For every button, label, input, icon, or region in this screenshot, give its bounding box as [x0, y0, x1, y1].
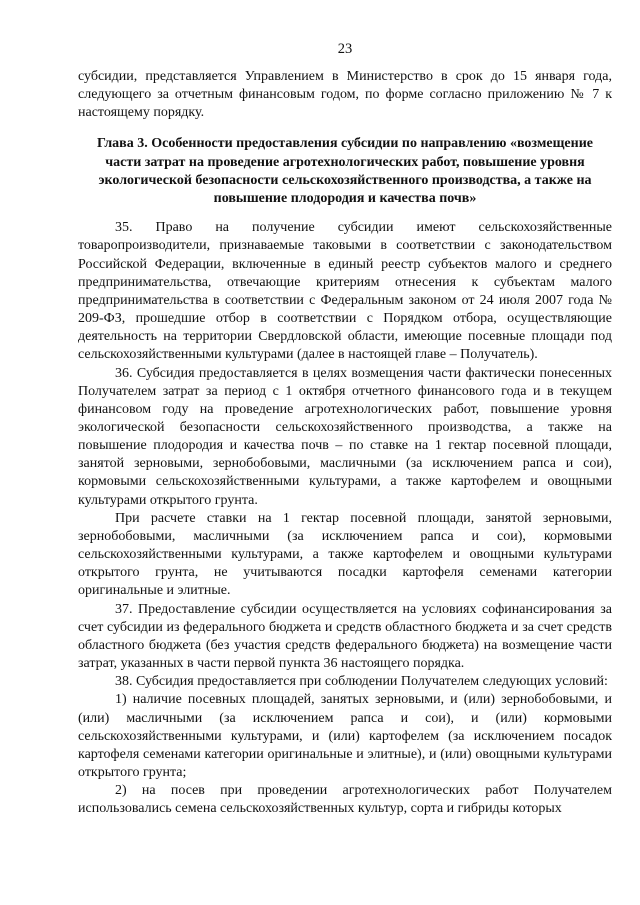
- paragraph-35: 35. Право на получение субсидии имеют сельскохозяйственные товаропроизводители, признаваемые таковыми в соответствии с законодательством Российской Федерации, включенные в единый реестр субъектов малого и среднего предпринимательства, отвечающие критериям отнесения к субъектам малого предпринимательства в соответствии с Федеральным законом от 24 июля 2007 года № 209-ФЗ, прошедшие отбор в соответствии с Порядком отбора, осуществляющие деятельность на территории Свердловской области, имеющие посевные площади под сельскохозяйственными культурами (далее в настоящей главе – Получатель).: [78, 220, 612, 363]
- paragraph-38: 38. Субсидия предоставляется при соблюдении Получателем следующих условий:: [115, 674, 608, 690]
- paragraph-38-condition-2: 2) на посев при проведении агротехнологических работ Получателем использовались семена сельскохозяйственных культур, сорта и гибриды которых: [78, 783, 612, 817]
- document-page: [78, 40, 612, 818]
- paragraph-38-condition-1: 1) наличие посевных площадей, занятых зерновыми, и (или) зернобобовыми, и (или) масличными (за исключением рапса и сои), и (или) кормовыми сельскохозяйственными культурами, и (или) картофелем (за исключением посадок картофеля семенами категории оригинальные и элитные), и (или) овощными культурами открытого грунта;: [78, 692, 612, 780]
- chapter-title: Глава 3. Особенности предоставления субсидии по направлению «возмещение части затрат на проведение агротехнологических работ, повышение уровня экологической безопасности сельскохозяйственного производства, а также на повышение плодородия и качества почв»: [97, 136, 593, 207]
- paragraph-36-rate-calc: При расчете ставки на 1 гектар посевной площади, занятой зерновыми, зернобобовыми, масличными (за исключением рапса и сои), кормовыми сельскохозяйственными культурами, а также картофелем и овощными культурами открытого грунта, не учитываются посадки картофеля семенами категории оригинальные и элитные.: [78, 510, 612, 599]
- page-number: 23: [337, 41, 353, 57]
- paragraph-37: 37. Предоставление субсидии осуществляется на условиях софинансирования за счет субсидии из федерального бюджета и средств областного бюджета и за счет средств областного бюджета (без участия средств федерального бюджета) на возмещение части затрат, указанных в части первой пункта 36 настоящего порядка.: [78, 601, 612, 672]
- paragraph-intro: субсидии, представляется Управлением в Министерство в срок до 15 января года, следующего за отчетным финансовым годом, по форме согласно приложению № 7 к настоящему порядку.: [78, 69, 612, 121]
- paragraph-36: 36. Субсидия предоставляется в целях возмещения части фактически понесенных Получателем затрат за период с 1 октября отчетного финансового года и в текущем финансовом году на проведение агротехнологических работ, повышение уровня экологической безопасности сельскохозяйственного производства, а также на повышение плодородия и качества почв – по ставке на 1 гектар посевной площади, занятой зерновыми, зернобобовыми, масличными (за исключением рапса и сои), кормовыми сельскохозяйственными культурами, а также картофелем и овощными культурами открытого грунта.: [78, 365, 612, 508]
